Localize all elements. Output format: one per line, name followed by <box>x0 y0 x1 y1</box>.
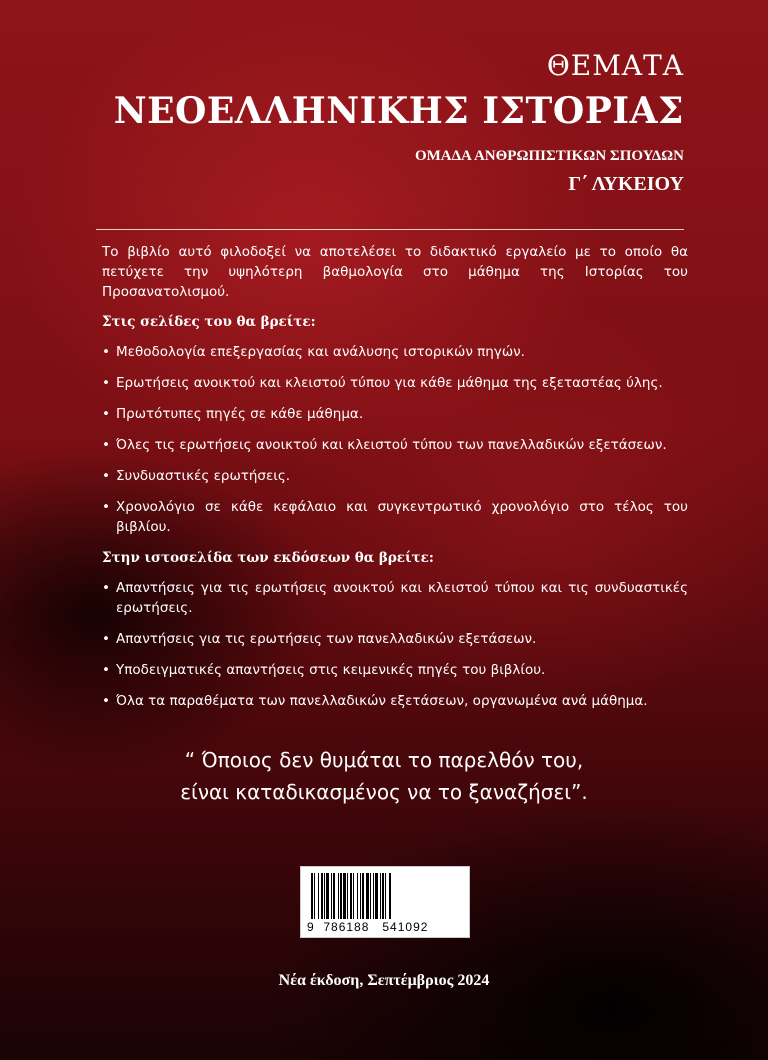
study-group: ΟΜΑΔΑ ΑΝΘΡΩΠΙΣΤΙΚΩΝ ΣΠΟΥΔΩΝ <box>414 148 684 164</box>
barcode-bar <box>326 873 329 919</box>
barcode-bar <box>353 873 354 919</box>
list-item: • Όλα τα παραθέματα των πανελλαδικών εξετάσεων, οργανωμένα ανά μάθημα. <box>102 691 688 711</box>
barcode-bar <box>350 873 352 919</box>
barcode-bar <box>333 873 335 919</box>
web-section-title: Στην ιστοσελίδα των εκδόσεων θα βρείτε: <box>102 550 434 566</box>
list-item: • Απαντήσεις για τις ερωτήσεις ανοικτού και κλειστού τύπου και τις συνδυαστικές ερωτήσεις. <box>102 578 688 618</box>
divider-line <box>96 229 684 230</box>
cover-header <box>114 48 684 196</box>
list-item: • Συνδυαστικές ερωτήσεις. <box>102 466 688 486</box>
intro-paragraph: Το βιβλίο αυτό φιλοδοξεί να αποτελέσει το διδακτικό εργαλείο με το οποίο θα πετύχετε την υψηλότερη βαθμολογία στο μάθημα της Ιστορίας του Προσανατολισμού. <box>102 244 688 300</box>
barcode-bar <box>324 873 325 919</box>
list-item: • Χρονολόγιο σε κάθε κεφάλαιο και συγκεντρωτικό χρονολόγιο στο τέλος του βιβλίου. <box>102 497 688 537</box>
barcode-bar <box>382 873 384 919</box>
barcode-bar <box>380 873 381 919</box>
barcode-bar <box>340 873 342 919</box>
list-item: • Ερωτήσεις ανοικτού και κλειστού τύπου για κάθε μάθημα της εξεταστέας ύλης. <box>102 373 688 393</box>
barcode-bar <box>366 873 369 919</box>
barcode-bars <box>309 873 461 919</box>
barcode-bar <box>357 873 358 919</box>
list-item: • Πρωτότυπες πηγές σε κάθε μάθημα. <box>102 404 688 424</box>
description-block <box>102 242 688 722</box>
barcode-bar <box>385 873 386 919</box>
barcode-bar <box>370 873 371 919</box>
list-item: • Απαντήσεις για τις ερωτήσεις των πανελλαδικών εξετάσεων. <box>102 629 688 649</box>
barcode-bar <box>375 873 378 919</box>
barcode-bar <box>311 873 313 919</box>
list-item: • Μεθοδολογία επεξεργασίας και ανάλυσης ιστορικών πηγών. <box>102 342 688 362</box>
barcode-bar <box>360 873 361 919</box>
grade-label: Γ΄ ΛΥΚΕΙΟΥ <box>568 173 684 195</box>
quote <box>0 744 768 808</box>
barcode <box>300 866 470 938</box>
barcode-bar <box>321 873 323 919</box>
web-features-list <box>102 578 688 711</box>
edition-note: Νέα έκδοση, Σεπτέμβριος 2024 <box>278 972 490 989</box>
barcode-bar <box>362 873 364 919</box>
barcode-bar <box>314 873 315 919</box>
quote-line-2: είναι καταδικασμένος να το ξαναζήσει”. <box>180 780 588 804</box>
book-title: ΝΕΟΕΛΛΗΝΙΚΗΣ ΙΣΤΟΡΙΑΣ <box>113 90 684 132</box>
list-item: • Όλες τις ερωτήσεις ανοικτού και κλειστού τύπου των πανελλαδικών εξετάσεων. <box>102 435 688 455</box>
barcode-bar <box>343 873 346 919</box>
book-features-list <box>102 342 688 537</box>
barcode-bar <box>331 873 332 919</box>
barcode-bar <box>318 873 319 919</box>
barcode-bar <box>373 873 374 919</box>
isbn-number: 9 786188 541092 <box>307 920 429 934</box>
barcode-bar <box>347 873 348 919</box>
barcode-bar <box>338 873 339 919</box>
list-item: • Υποδειγματικές απαντήσεις στις κειμενικές πηγές του βιβλίου. <box>102 660 688 680</box>
quote-line-1: “ Όποιος δεν θυμάται το παρελθόν του, <box>184 748 584 772</box>
book-section-title: Στις σελίδες του θα βρείτε: <box>102 314 316 330</box>
supertitle: ΘΕΜΑΤΑ <box>546 49 684 82</box>
barcode-bar <box>389 873 391 919</box>
